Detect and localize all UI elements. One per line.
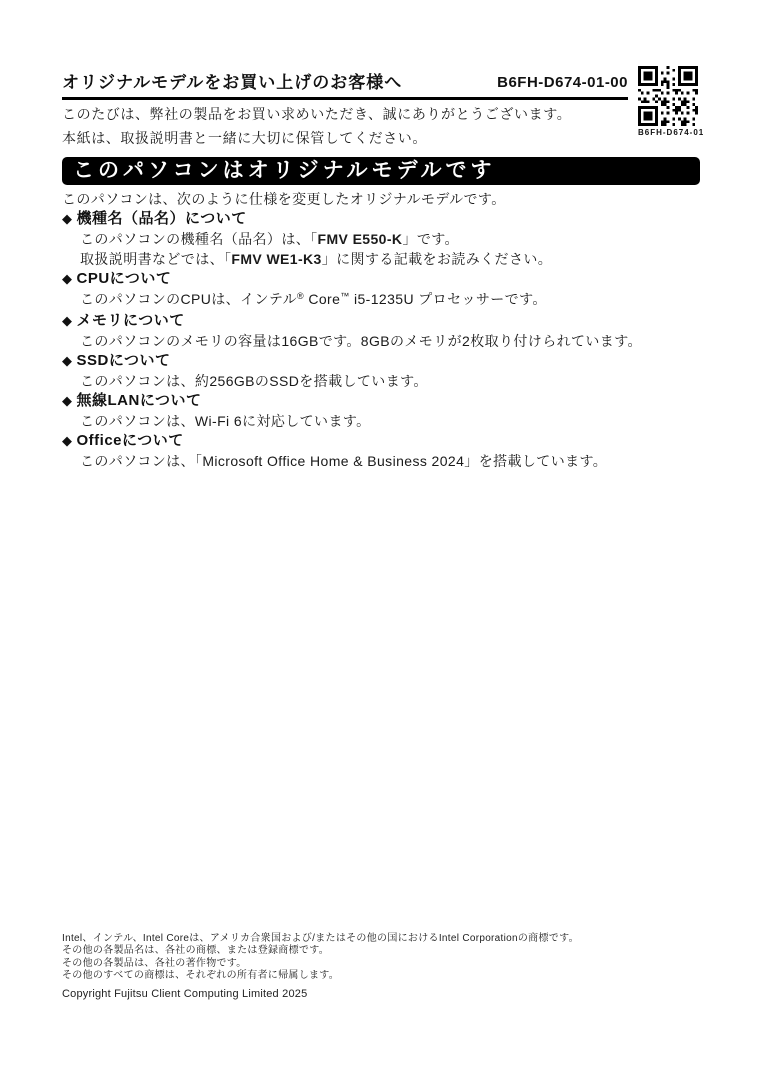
header-main — [62, 72, 628, 148]
body-text-segment: このパソコンは、「Microsoft Office Home & Business 2024」を搭載しています。 — [80, 453, 608, 469]
diamond-bullet-icon: ◆ — [62, 393, 73, 408]
trademark-line: その他の各製品名は、各社の商標、または登録商標です。 — [62, 945, 329, 957]
document-code: B6FH-D674-01-00 — [497, 74, 628, 91]
section-body — [62, 229, 700, 269]
body-text-segment: 」です。 — [402, 231, 459, 247]
section-body — [62, 289, 700, 311]
section-body-line — [80, 451, 700, 471]
body-text-segment: このパソコンは、約256GBのSSDを搭載しています。 — [80, 373, 428, 389]
body-text-segment: このパソコンのCPUは、インテル — [80, 291, 297, 307]
diamond-bullet-icon: ◆ — [62, 211, 73, 226]
section-body-line — [80, 249, 700, 269]
body-text-segment: このパソコンは、Wi-Fi 6に対応しています。 — [80, 413, 371, 429]
spec-section — [62, 311, 700, 351]
copyright-line: Copyright Fujitsu Client Computing Limited 2025 — [62, 987, 308, 1000]
original-model-banner — [62, 157, 700, 185]
body-text-segment: 」に関する記載をお読みください。 — [321, 251, 553, 267]
section-header — [62, 209, 700, 229]
section-body-line — [80, 289, 700, 311]
qr-code-icon — [638, 66, 698, 126]
model-name-bold: FMV E550-K — [317, 231, 403, 247]
section-body — [62, 331, 700, 351]
section-title: メモリについて — [76, 312, 185, 329]
page-title: オリジナルモデルをお買い上げのお客様へ — [62, 73, 403, 92]
diamond-bullet-icon: ◆ — [62, 353, 73, 368]
diamond-bullet-icon: ◆ — [62, 313, 73, 328]
section-body-line — [80, 371, 700, 391]
body-text-segment: ® — [296, 291, 305, 301]
qr-block — [638, 66, 705, 137]
title-row — [62, 72, 628, 94]
section-title: SSDについて — [76, 352, 171, 369]
section-body-line — [80, 331, 700, 351]
trademark-line: その他の各製品は、各社の著作物です。 — [62, 957, 247, 969]
section-header — [62, 269, 700, 289]
greeting-line-2: 本紙は、取扱説明書と一緒に大切に保管してください。 — [62, 130, 427, 146]
header-rule — [62, 97, 628, 100]
section-title: CPUについて — [76, 270, 172, 287]
section-header — [62, 391, 700, 411]
body-text-segment: i5-1235U プロセッサーです。 — [349, 291, 547, 307]
trademark-line: Intel、インテル、Intel Coreは、アメリカ合衆国および/またはその他の国におけるIntel Corporationの商標です。 — [62, 933, 579, 944]
banner-text: このパソコンはオリジナルモデルです — [73, 159, 496, 182]
qr-code-label: B6FH-D674-01 — [638, 128, 705, 137]
spec-section — [62, 391, 700, 431]
spec-sections — [62, 209, 700, 471]
lead-text: このパソコンは、次のように仕様を変更したオリジナルモデルです。 — [62, 191, 506, 207]
section-body-line — [80, 411, 700, 431]
section-body-line — [80, 229, 700, 249]
document-header — [62, 72, 705, 148]
trademark-lines — [62, 933, 702, 983]
section-body — [62, 411, 700, 431]
trademark-line: その他のすべての商標は、それぞれの所有者に帰属します。 — [62, 970, 340, 982]
section-header — [62, 431, 700, 451]
model-name-bold: FMV WE1-K3 — [231, 251, 322, 267]
diamond-bullet-icon: ◆ — [62, 271, 73, 286]
diamond-bullet-icon: ◆ — [62, 433, 73, 448]
spec-section — [62, 209, 700, 269]
section-body — [62, 371, 700, 391]
body-text-segment: Core — [304, 291, 341, 307]
legal-footer — [62, 933, 702, 1001]
section-header — [62, 311, 700, 331]
spec-section — [62, 431, 700, 471]
greeting-line-1: このたびは、弊社の製品をお買い求めいただき、誠にありがとうございます。 — [62, 106, 572, 122]
body-text-segment: ™ — [340, 291, 350, 301]
body-text-segment: 取扱説明書などでは、「 — [80, 251, 232, 267]
section-body — [62, 451, 700, 471]
body-text-segment: このパソコンのメモリの容量は16GBです。8GBのメモリが2枚取り付けられています。 — [80, 333, 642, 349]
section-header — [62, 351, 700, 371]
section-title: 無線LANについて — [76, 392, 202, 409]
spec-section — [62, 351, 700, 391]
body-text-segment: このパソコンの機種名（品名）は、「 — [80, 231, 318, 247]
section-title: 機種名（品名）について — [76, 210, 247, 227]
spec-section — [62, 269, 700, 311]
section-title: Officeについて — [76, 432, 184, 449]
